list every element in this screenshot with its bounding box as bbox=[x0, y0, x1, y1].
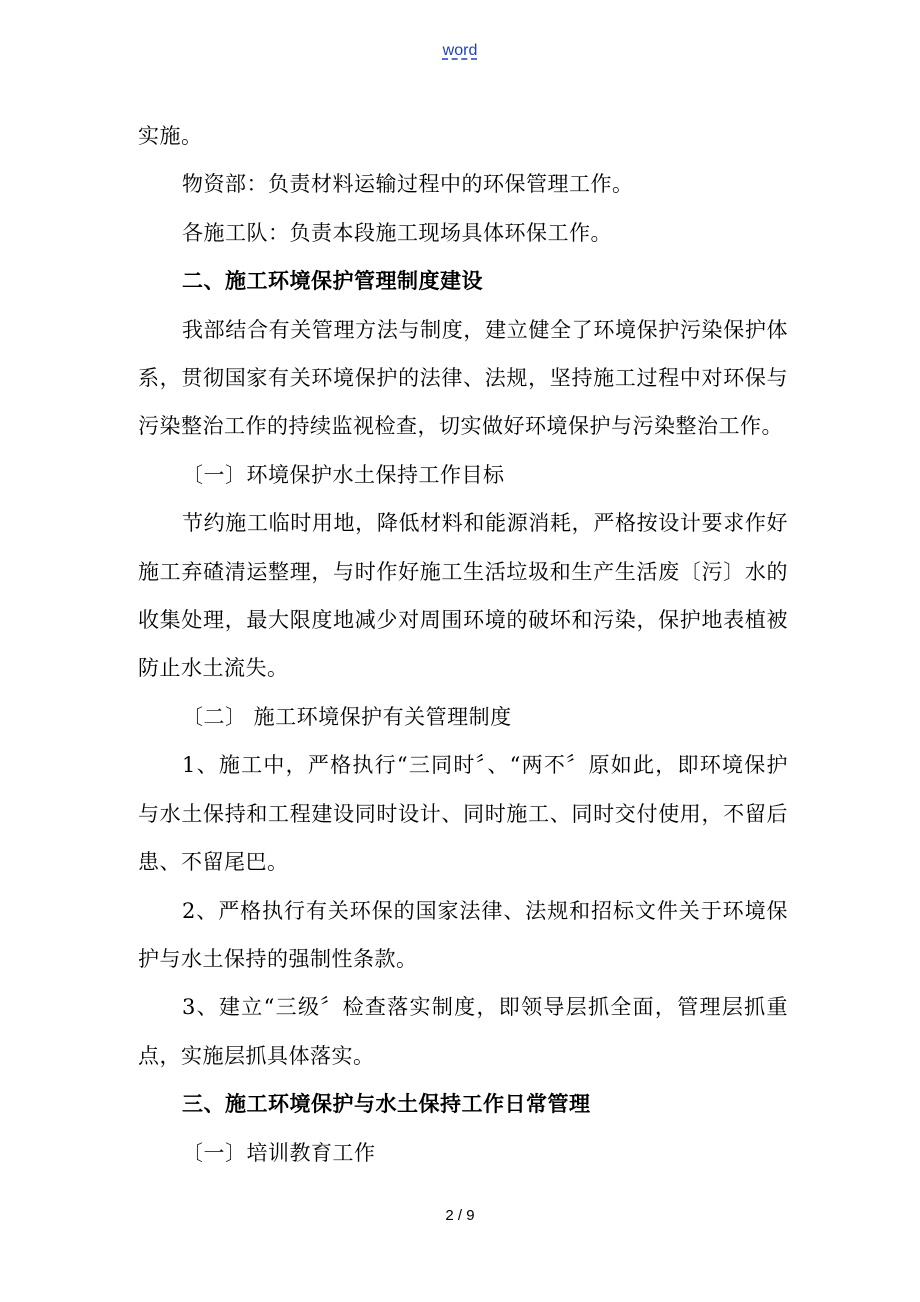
paragraph-goals: 节约施工临时用地，降低材料和能源消耗，严格按设计要求作好施工弃碴清运整理，与时作好施工生活垃圾和生产生活废〔污〕水的收集处理，最大限度地减少对周围环境的破坏和污染，保护地表植被防止水土流失。 bbox=[138, 511, 788, 681]
paragraph-rule-2: 2、严格执行有关环保的国家法律、法规和招标文件关于环境保护与水土保持的强制性条款。 bbox=[138, 898, 788, 971]
paragraph-continuation: 实施。 bbox=[138, 124, 203, 148]
subheading-training: 〔一〕培训教育工作 bbox=[182, 1140, 376, 1165]
header-word-link[interactable]: word bbox=[442, 42, 478, 59]
paragraph-rule-1: 1、施工中，严格执行“三同时〞、“两不〞原如此，即环境保护与水土保持和工程建设同时设计、同时施工、同时交付使用，不留后患、不留尾巴。 bbox=[138, 753, 788, 875]
subheading-rules: 〔二〕 施工环境保护有关管理制度 bbox=[182, 704, 512, 729]
document-body bbox=[138, 112, 788, 1177]
section-heading-2: 二、施工环境保护管理制度建设 bbox=[182, 268, 483, 294]
paragraph-construction-teams: 各施工队：负责本段施工现场具体环保工作。 bbox=[182, 220, 612, 245]
paragraph-system-overview: 我部结合有关管理方法与制度，建立健全了环境保护污染保护体系，贯彻国家有关环境保护的法律、法规，坚持施工过程中对环保与污染整治工作的持续监视检查，切实做好环境保护与污染整治工作。 bbox=[138, 317, 788, 439]
paragraph-rule-3: 3、建立“三级〞检查落实制度，即领导层抓全面，管理层抓重点，实施层抓具体落实。 bbox=[138, 995, 788, 1068]
paragraph-materials-dept: 物资部：负责材料运输过程中的环保管理工作。 bbox=[182, 172, 634, 197]
subheading-goals: 〔一〕环境保护水土保持工作目标 bbox=[182, 462, 505, 487]
page-number: 2 / 9 bbox=[445, 1207, 475, 1224]
section-heading-3: 三、施工环境保护与水土保持工作日常管理 bbox=[182, 1091, 591, 1117]
